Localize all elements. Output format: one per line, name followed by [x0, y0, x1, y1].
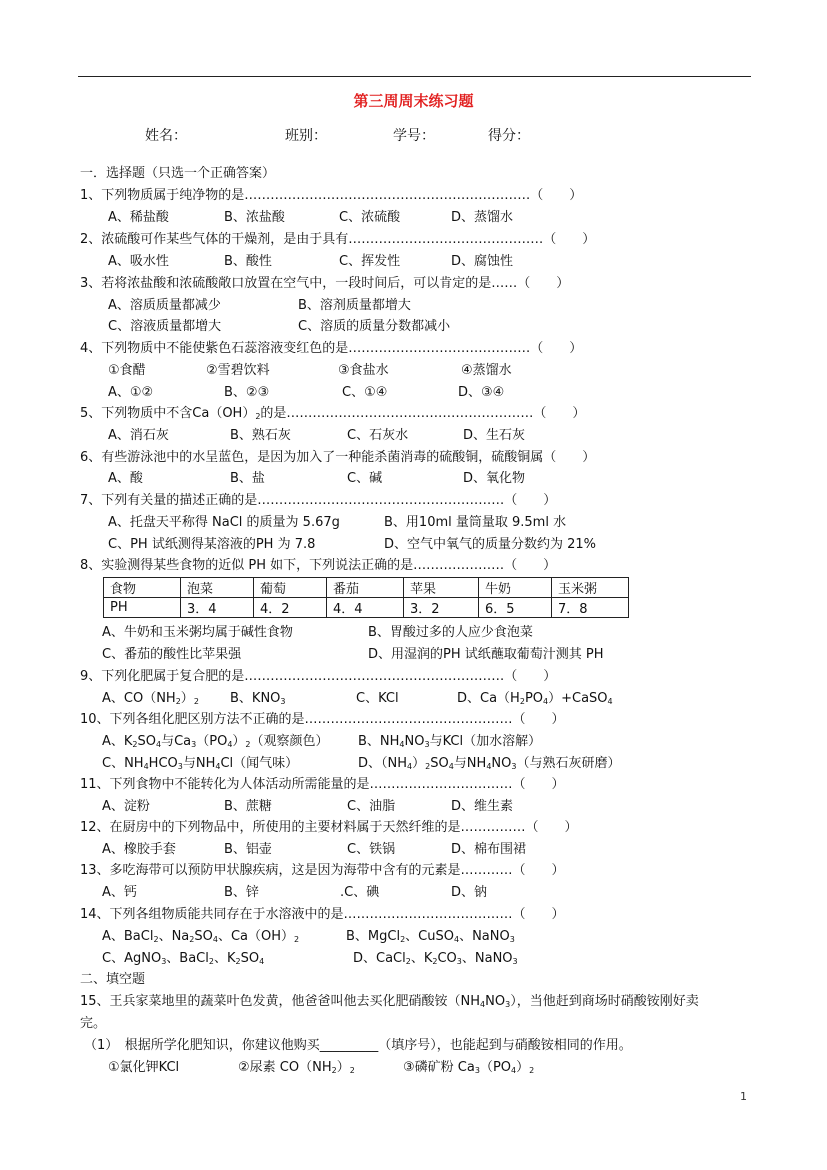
q15-part-1: （1） 根据所学化肥知识，你建议他购买_________（填序号），也能起到与硝酸铵相同的作用。	[84, 1038, 632, 1053]
table-row	[104, 598, 629, 618]
q3-option-d: C、溶质的质量分数都减小	[298, 319, 451, 334]
score-label: 得分：	[488, 128, 530, 144]
q2-option-b: B、酸性	[224, 254, 272, 269]
q7-option-a: A、托盘天平称得 NaCl 的质量为 5.67g	[108, 515, 340, 530]
q1-option-a: A、稀盐酸	[108, 210, 169, 225]
q7-option-b: B、用10ml 量筒量取 9.5ml 水	[384, 515, 567, 530]
table-cell: 3．2	[404, 598, 479, 618]
header-rule	[78, 76, 751, 77]
page-title: 第三周周末练习题	[353, 92, 474, 110]
q8-option-b: B、胃酸过多的人应少食泡菜	[368, 625, 533, 640]
question-8: 8、实验测得某些食物的近似 PH 如下，下列说法正确的是…………………（ ）	[80, 558, 557, 573]
q12-option-c: C、铁锅	[347, 842, 396, 857]
q13-option-c: .C、碘	[340, 885, 380, 900]
q6-option-b: B、盐	[230, 471, 265, 486]
question-6: 6、有些游泳池中的水呈蓝色，是因为加入了一种能杀菌消毒的硫酸铜，硫酸铜属（ ）	[80, 450, 596, 465]
q1-option-d: D、蒸馏水	[451, 210, 514, 225]
section-heading-choice: 一．选择题（只选一个正确答案）	[80, 166, 276, 181]
q6-option-a: A、酸	[108, 471, 143, 486]
table-cell: 3．4	[181, 598, 254, 618]
section-heading-fill: 二、填空题	[80, 972, 146, 987]
q9-option-d: D、$Ca(H_2PO_4)+CaSO_4$	[457, 691, 613, 706]
q7-option-d: D、空气中氧气的质量分数约为 21%	[384, 537, 597, 552]
table-cell: PH	[104, 598, 181, 618]
q13-option-d: D、钠	[451, 885, 488, 900]
q10-option-a: A、$K_2SO_4$与$Ca_3(PO_4)_2$（观察颜色）	[102, 734, 329, 749]
q8-option-d: D、用湿润的PH 试纸蘸取葡萄汁测其 PH	[368, 647, 604, 662]
q10-option-d: D、$(NH_4)_2SO_4$与$NH_4NO_3$（与熟石灰研磨）	[358, 756, 621, 771]
q1-option-b: B、浓盐酸	[224, 210, 285, 225]
q14-option-c: C、AgNO$_3$、BaCl$_2$、$K_2SO_4$	[102, 951, 265, 966]
q9-option-b: B、$KNO_3$	[230, 691, 286, 706]
q14-option-a: A、BaCl$_2$、$Na_2SO_4$、$Ca(OH)_2$	[102, 929, 300, 944]
question-7: 7、下列有关量的描述正确的是…………………………………………………（ ）	[80, 493, 557, 508]
table-cell: 牛奶	[479, 578, 552, 598]
table-cell: 4．2	[254, 598, 327, 618]
q11-option-a: A、淀粉	[102, 799, 150, 814]
q10-option-c: C、$NH_4HCO_3$与$NH_4Cl$（闻气味）	[102, 756, 299, 771]
q4-option-c: C、①④	[342, 385, 388, 400]
question-13: 13、多吃海带可以预防甲状腺疾病，这是因为海带中含有的元素是…………（ ）	[80, 863, 565, 878]
q1-option-c: C、浓硫酸	[339, 210, 401, 225]
q9-option-a: A、$CO(NH_2)_2$	[102, 691, 199, 706]
table-cell: 泡菜	[181, 578, 254, 598]
table-cell: 番茄	[327, 578, 404, 598]
table-cell: 玉米粥	[552, 578, 629, 598]
q2-option-d: D、腐蚀性	[451, 254, 514, 269]
q8-option-c: C、番茄的酸性比苹果强	[102, 647, 242, 662]
q4-option-a: A、①②	[108, 385, 154, 400]
table-cell: 6．5	[479, 598, 552, 618]
table-cell: 葡萄	[254, 578, 327, 598]
question-11: 11、下列食物中不能转化为人体活动所需能量的是……………………………（ ）	[80, 777, 565, 792]
question-2: 2、浓硫酸可作某些气体的干燥剂，是由于具有………………………………………（ ）	[80, 232, 596, 247]
q4-item-2: ②雪碧饮料	[206, 363, 270, 378]
q5-option-a: A、消石灰	[108, 428, 169, 443]
question-9: 9、下列化肥属于复合肥的是……………………………………………………（ ）	[80, 669, 557, 684]
page-number: 1	[740, 1090, 747, 1103]
question-15-cont: 完。	[80, 1016, 107, 1031]
ph-table	[103, 577, 629, 618]
q15-option-1: ①氯化钾KCl	[108, 1060, 180, 1075]
q2-option-a: A、吸水性	[108, 254, 169, 269]
q9-option-c: C、KCl	[356, 691, 399, 706]
number-label: 学号：	[393, 128, 435, 144]
question-15: 15、王兵家菜地里的蔬菜叶色发黄，他爸爸叫他去买化肥硝酸铵$(NH_4NO_3)$，当他赶到商场时硝酸铵刚好卖	[80, 994, 699, 1009]
q11-option-b: B、蔗糖	[224, 799, 272, 814]
q2-option-c: C、挥发性	[339, 254, 401, 269]
question-1: 1、下列物质属于纯净物的是…………………………………………………………（ ）	[80, 188, 583, 203]
name-label: 姓名：	[145, 128, 187, 144]
q8-option-a: A、牛奶和玉米粥均属于碱性食物	[102, 625, 293, 640]
q3-option-b: B、溶剂质量都增大	[298, 298, 411, 313]
q4-option-d: D、③④	[458, 385, 505, 400]
question-3: 3、若将浓盐酸和浓硫酸敞口放置在空气中，一段时间后，可以肯定的是……（ ）	[80, 276, 570, 291]
q11-option-c: C、油脂	[347, 799, 396, 814]
table-cell: 7．8	[552, 598, 629, 618]
q15-option-2: ②尿素 $CO(NH_2)_2$	[238, 1060, 355, 1075]
q12-option-b: B、铝壶	[224, 842, 272, 857]
class-label: 班别：	[285, 128, 327, 144]
q4-item-4: ④蒸馏水	[461, 363, 512, 378]
q4-item-1: ①食醋	[108, 363, 146, 378]
question-5: 5、下列物质中不含$Ca(OH)_2$的是…………………………………………………（ ）	[80, 406, 586, 421]
q14-option-b: B、MgCl$_2$、CuSO$_4$、NaNO$_3$	[346, 929, 515, 944]
table-header-row	[104, 578, 629, 598]
q15-option-3: ③磷矿粉 $Ca_3(PO_4)_2$	[403, 1060, 535, 1075]
q3-option-c: C、溶液质量都增大	[108, 319, 222, 334]
table-cell: 苹果	[404, 578, 479, 598]
q6-option-d: D、氧化物	[463, 471, 526, 486]
table-cell: 食物	[104, 578, 181, 598]
question-10: 10、下列各组化肥区别方法不正确的是…………………………………………（ ）	[80, 712, 565, 727]
q10-option-b: B、$NH_4NO_3$与KCl（加水溶解）	[358, 734, 542, 749]
q13-option-a: A、钙	[102, 885, 137, 900]
q5-option-c: C、石灰水	[347, 428, 409, 443]
q14-option-d: D、CaCl$_2$、$K_2CO_3$、NaNO$_3$	[353, 951, 518, 966]
question-4: 4、下列物质中不能使紫色石蕊溶液变红色的是……………………………………（ ）	[80, 341, 583, 356]
q7-option-c: C、PH 试纸测得某溶液的PH 为 7.8	[108, 537, 316, 552]
q5-option-d: D、生石灰	[463, 428, 526, 443]
q6-option-c: C、碱	[347, 471, 383, 486]
q12-option-a: A、橡胶手套	[102, 842, 176, 857]
q4-option-b: B、②③	[224, 385, 270, 400]
q5-option-b: B、熟石灰	[230, 428, 291, 443]
question-12: 12、在厨房中的下列物品中，所使用的主要材料属于天然纤维的是……………（ ）	[80, 820, 578, 835]
q4-item-3: ③食盐水	[338, 363, 389, 378]
q13-option-b: B、锌	[224, 885, 259, 900]
table-cell: 4．4	[327, 598, 404, 618]
q11-option-d: D、维生素	[451, 799, 514, 814]
question-14: 14、下列各组物质能共同存在于水溶液中的是…………………………………（ ）	[80, 907, 565, 922]
q12-option-d: D、棉布围裙	[451, 842, 527, 857]
q3-option-a: A、溶质质量都减少	[108, 298, 221, 313]
